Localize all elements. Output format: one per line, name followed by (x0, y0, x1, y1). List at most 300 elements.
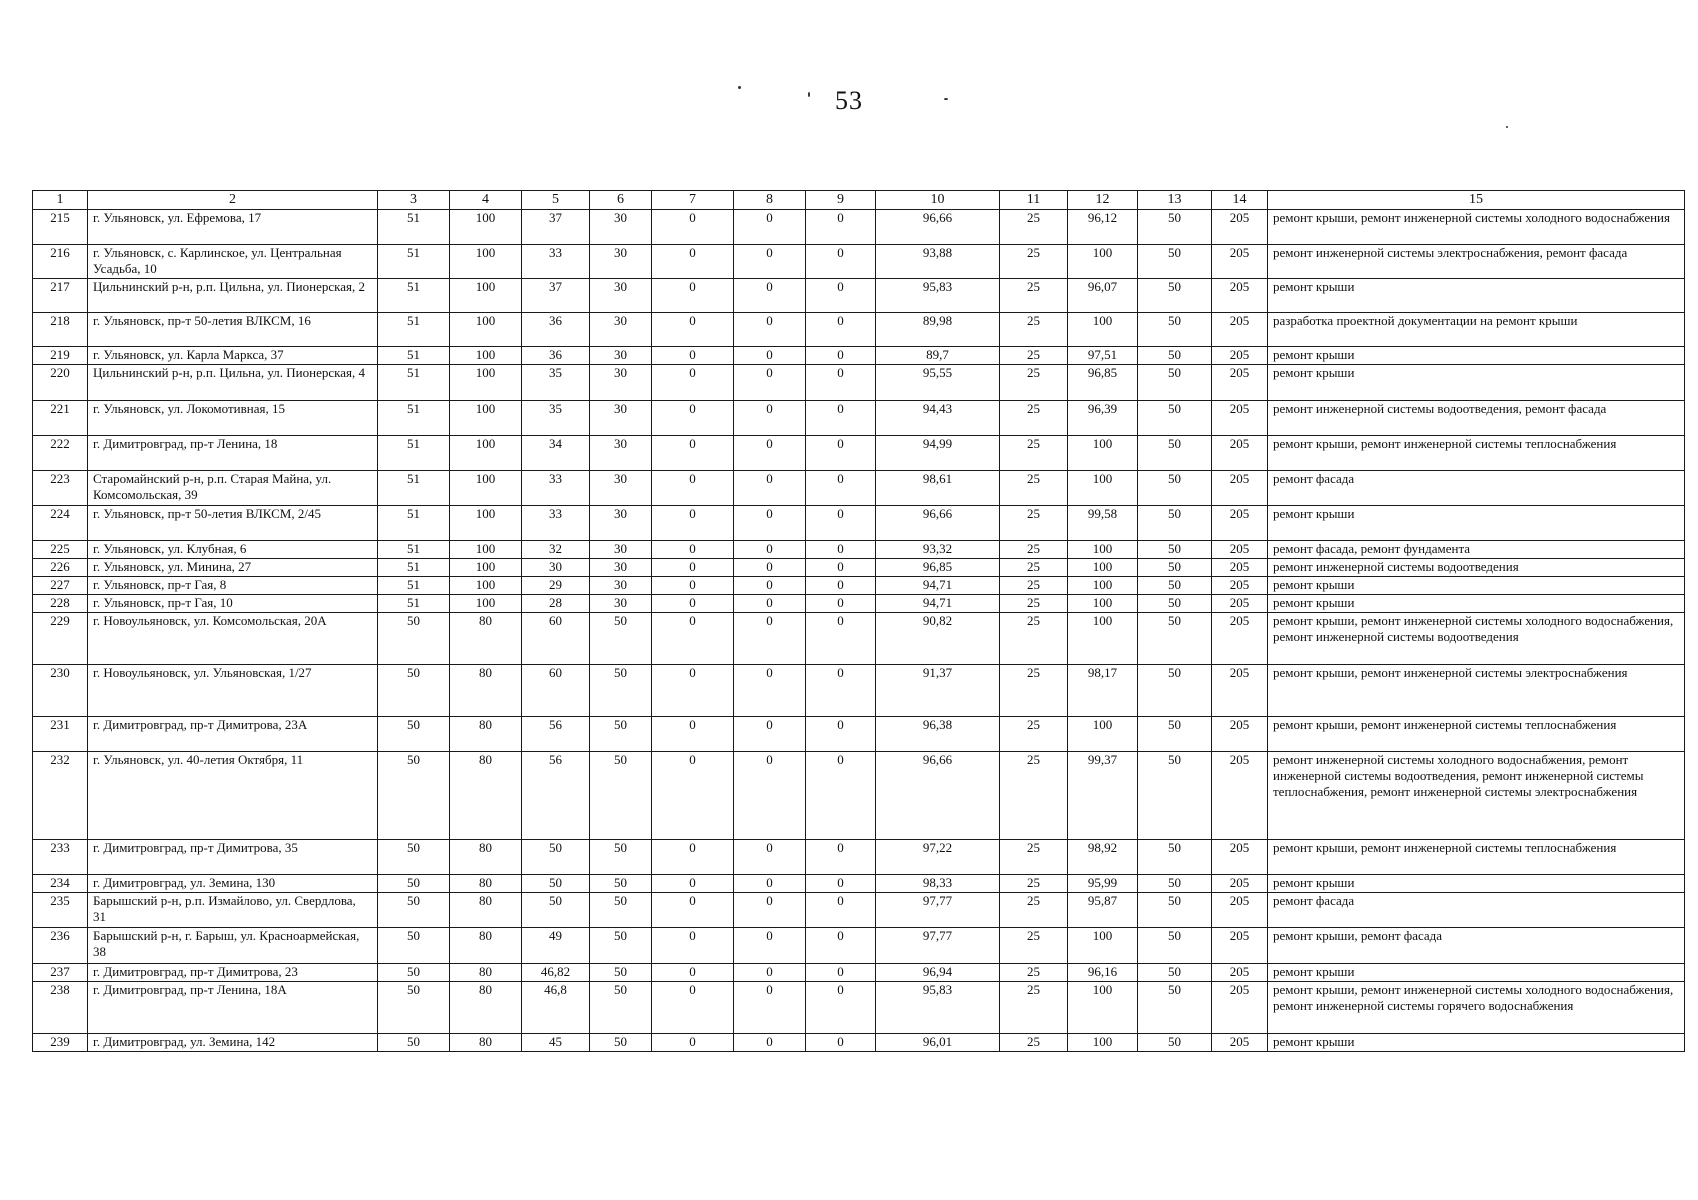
table-cell: 0 (806, 577, 876, 595)
table-cell: 0 (734, 665, 806, 717)
table-cell: 91,37 (876, 665, 1000, 717)
table-cell: 0 (652, 365, 734, 401)
table-cell: 50 (1138, 210, 1212, 245)
table-cell: 50 (1138, 840, 1212, 875)
table-cell: 100 (450, 245, 522, 279)
table-cell: 50 (590, 982, 652, 1034)
table-cell: 0 (734, 436, 806, 471)
address-cell: г. Димитровград, пр-т Димитрова, 35 (88, 840, 378, 875)
row-number-cell: 229 (33, 613, 88, 665)
table-cell: 93,32 (876, 541, 1000, 559)
row-number-cell: 239 (33, 1034, 88, 1052)
table-cell: 30 (590, 347, 652, 365)
address-cell: г. Ульяновск, ул. Карла Маркса, 37 (88, 347, 378, 365)
table-cell: 50 (590, 1034, 652, 1052)
table-cell: 80 (450, 875, 522, 893)
table-cell: 50 (1138, 613, 1212, 665)
table-cell: 80 (450, 613, 522, 665)
table-cell: 80 (450, 665, 522, 717)
table-cell: 50 (378, 840, 450, 875)
table-cell: 0 (652, 559, 734, 577)
table-cell: 0 (652, 436, 734, 471)
row-number-cell: 220 (33, 365, 88, 401)
table-cell: 30 (590, 559, 652, 577)
column-header: 8 (734, 191, 806, 210)
table-row (33, 347, 1685, 365)
work-types-cell: ремонт крыши (1268, 875, 1685, 893)
table-cell: 51 (378, 541, 450, 559)
table-cell: 30 (590, 365, 652, 401)
table-cell: 0 (734, 752, 806, 840)
table-cell: 30 (590, 279, 652, 313)
table-cell: 56 (522, 717, 590, 752)
table-cell: 80 (450, 840, 522, 875)
table-cell: 80 (450, 964, 522, 982)
table-cell: 100 (450, 436, 522, 471)
table-cell: 0 (734, 928, 806, 964)
table-cell: 0 (734, 893, 806, 928)
table-cell: 50 (1138, 541, 1212, 559)
table-cell: 0 (806, 1034, 876, 1052)
table-cell: 99,37 (1068, 752, 1138, 840)
table-cell: 205 (1212, 436, 1268, 471)
address-cell: Цильнинский р-н, р.п. Цильна, ул. Пионерская, 2 (88, 279, 378, 313)
table-cell: 30 (590, 577, 652, 595)
table-cell: 35 (522, 401, 590, 436)
table-cell: 100 (450, 559, 522, 577)
work-types-cell: ремонт крыши, ремонт инженерной системы теплоснабжения (1268, 840, 1685, 875)
table-cell: 0 (652, 471, 734, 506)
table-row (33, 964, 1685, 982)
table-cell: 25 (1000, 245, 1068, 279)
table-cell: 0 (734, 471, 806, 506)
work-types-cell: ремонт крыши (1268, 506, 1685, 541)
table-cell: 50 (590, 613, 652, 665)
table-cell: 0 (652, 347, 734, 365)
row-number-cell: 238 (33, 982, 88, 1034)
work-types-cell: ремонт инженерной системы холодного водоснабжения, ремонт инженерной системы водоотведения, ремонт инженерной системы теплоснабжения, ремонт инженерной системы электроснабжения (1268, 752, 1685, 840)
table-cell: 50 (378, 1034, 450, 1052)
table-cell: 34 (522, 436, 590, 471)
table-cell: 89,98 (876, 313, 1000, 347)
table-row (33, 559, 1685, 577)
table-cell: 0 (652, 279, 734, 313)
table-row (33, 245, 1685, 279)
table-cell: 33 (522, 245, 590, 279)
table-cell: 100 (450, 210, 522, 245)
table-cell: 97,22 (876, 840, 1000, 875)
table-cell: 0 (734, 577, 806, 595)
table-cell: 51 (378, 559, 450, 577)
table-cell: 50 (1138, 982, 1212, 1034)
address-cell: г. Ульяновск, ул. Ефремова, 17 (88, 210, 378, 245)
table-cell: 205 (1212, 752, 1268, 840)
table-cell: 100 (1068, 245, 1138, 279)
table-cell: 50 (1138, 1034, 1212, 1052)
table-cell: 205 (1212, 559, 1268, 577)
row-number-cell: 218 (33, 313, 88, 347)
table-cell: 97,51 (1068, 347, 1138, 365)
work-types-cell: ремонт крыши (1268, 365, 1685, 401)
table-cell: 50 (378, 665, 450, 717)
table-cell: 100 (1068, 1034, 1138, 1052)
table-cell: 0 (806, 559, 876, 577)
table-cell: 100 (1068, 982, 1138, 1034)
table-cell: 100 (1068, 313, 1138, 347)
table-row (33, 313, 1685, 347)
table-cell: 30 (590, 506, 652, 541)
table-cell: 90,82 (876, 613, 1000, 665)
table-cell: 98,17 (1068, 665, 1138, 717)
row-number-cell: 226 (33, 559, 88, 577)
table-cell: 46,8 (522, 982, 590, 1034)
table-cell: 205 (1212, 893, 1268, 928)
table-cell: 25 (1000, 401, 1068, 436)
table-cell: 0 (806, 365, 876, 401)
table-cell: 25 (1000, 613, 1068, 665)
row-number-cell: 217 (33, 279, 88, 313)
table-cell: 50 (590, 875, 652, 893)
work-types-cell: ремонт крыши (1268, 595, 1685, 613)
table-cell: 25 (1000, 717, 1068, 752)
table-cell: 50 (1138, 928, 1212, 964)
column-header: 9 (806, 191, 876, 210)
table-cell: 205 (1212, 401, 1268, 436)
table-cell: 205 (1212, 964, 1268, 982)
table-cell: 50 (590, 665, 652, 717)
address-cell: г. Ульяновск, пр-т 50-летия ВЛКСМ, 16 (88, 313, 378, 347)
table-cell: 100 (1068, 577, 1138, 595)
table-cell: 50 (1138, 717, 1212, 752)
table-cell: 0 (652, 1034, 734, 1052)
table-cell: 25 (1000, 506, 1068, 541)
address-cell: г. Ульяновск, пр-т Гая, 8 (88, 577, 378, 595)
table-cell: 32 (522, 541, 590, 559)
table-cell: 0 (734, 210, 806, 245)
work-types-cell: ремонт крыши (1268, 964, 1685, 982)
work-types-cell: ремонт фасада, ремонт фундамента (1268, 541, 1685, 559)
table-cell: 50 (590, 893, 652, 928)
table-cell: 30 (590, 210, 652, 245)
table-cell: 98,92 (1068, 840, 1138, 875)
table-cell: 50 (378, 928, 450, 964)
table-cell: 99,58 (1068, 506, 1138, 541)
table-cell: 94,43 (876, 401, 1000, 436)
table-cell: 25 (1000, 210, 1068, 245)
table-cell: 30 (590, 436, 652, 471)
table-cell: 205 (1212, 210, 1268, 245)
column-header: 7 (652, 191, 734, 210)
work-types-cell: ремонт фасада (1268, 893, 1685, 928)
table-row (33, 840, 1685, 875)
column-header: 10 (876, 191, 1000, 210)
table-cell: 0 (652, 506, 734, 541)
work-types-cell: ремонт фасада (1268, 471, 1685, 506)
table-cell: 0 (652, 893, 734, 928)
table-cell: 100 (450, 595, 522, 613)
table-cell: 0 (806, 401, 876, 436)
table-cell: 205 (1212, 613, 1268, 665)
table-cell: 0 (806, 875, 876, 893)
table-cell: 50 (378, 893, 450, 928)
table-cell: 0 (734, 1034, 806, 1052)
address-cell: г. Ульяновск, ул. 40-летия Октября, 11 (88, 752, 378, 840)
table-row (33, 665, 1685, 717)
address-cell: г. Ульяновск, с. Карлинское, ул. Центральная Усадьба, 10 (88, 245, 378, 279)
address-cell: г. Ульяновск, ул. Минина, 27 (88, 559, 378, 577)
table-cell: 51 (378, 365, 450, 401)
work-types-cell: ремонт крыши, ремонт инженерной системы электроснабжения (1268, 665, 1685, 717)
table-cell: 0 (806, 506, 876, 541)
table-cell: 0 (806, 279, 876, 313)
table-cell: 25 (1000, 471, 1068, 506)
work-types-cell: ремонт инженерной системы электроснабжения, ремонт фасада (1268, 245, 1685, 279)
table-cell: 30 (590, 401, 652, 436)
column-header: 3 (378, 191, 450, 210)
table-cell: 96,16 (1068, 964, 1138, 982)
table-cell: 96,66 (876, 210, 1000, 245)
table-cell: 50 (1138, 436, 1212, 471)
table-cell: 0 (806, 436, 876, 471)
table-cell: 25 (1000, 559, 1068, 577)
table-cell: 0 (734, 982, 806, 1034)
table-cell: 100 (1068, 928, 1138, 964)
column-header: 2 (88, 191, 378, 210)
table-cell: 25 (1000, 595, 1068, 613)
table-cell: 95,83 (876, 279, 1000, 313)
table-cell: 205 (1212, 665, 1268, 717)
table-cell: 0 (806, 665, 876, 717)
table-cell: 205 (1212, 840, 1268, 875)
row-number-cell: 225 (33, 541, 88, 559)
table-cell: 50 (590, 840, 652, 875)
table-cell: 95,87 (1068, 893, 1138, 928)
address-cell: г. Ульяновск, пр-т 50-летия ВЛКСМ, 2/45 (88, 506, 378, 541)
table-cell: 25 (1000, 665, 1068, 717)
table-cell: 100 (1068, 613, 1138, 665)
row-number-cell: 227 (33, 577, 88, 595)
table-cell: 96,07 (1068, 279, 1138, 313)
table-cell: 97,77 (876, 928, 1000, 964)
table-row (33, 595, 1685, 613)
table-cell: 0 (652, 613, 734, 665)
table-cell: 50 (590, 752, 652, 840)
table-cell: 50 (1138, 279, 1212, 313)
row-number-cell: 223 (33, 471, 88, 506)
scan-speck (1506, 126, 1508, 128)
table-cell: 0 (806, 347, 876, 365)
table-cell: 100 (450, 365, 522, 401)
table-cell: 37 (522, 210, 590, 245)
table-cell: 0 (652, 752, 734, 840)
table-cell: 80 (450, 893, 522, 928)
table-cell: 80 (450, 717, 522, 752)
table-cell: 205 (1212, 875, 1268, 893)
table-cell: 0 (652, 210, 734, 245)
table-cell: 50 (378, 982, 450, 1034)
table-cell: 205 (1212, 541, 1268, 559)
column-header: 6 (590, 191, 652, 210)
row-number-cell: 219 (33, 347, 88, 365)
column-header: 15 (1268, 191, 1685, 210)
table-cell: 205 (1212, 595, 1268, 613)
table-cell: 51 (378, 436, 450, 471)
table-cell: 205 (1212, 347, 1268, 365)
table-cell: 100 (450, 347, 522, 365)
row-number-cell: 234 (33, 875, 88, 893)
table-cell: 0 (806, 893, 876, 928)
table-cell: 100 (1068, 559, 1138, 577)
table-cell: 50 (378, 875, 450, 893)
table-cell: 100 (450, 541, 522, 559)
table-cell: 97,77 (876, 893, 1000, 928)
table-cell: 80 (450, 928, 522, 964)
table-cell: 50 (590, 717, 652, 752)
work-types-cell: ремонт крыши, ремонт инженерной системы теплоснабжения (1268, 717, 1685, 752)
table-cell: 0 (734, 313, 806, 347)
table-cell: 25 (1000, 436, 1068, 471)
table-cell: 0 (734, 875, 806, 893)
table-cell: 33 (522, 506, 590, 541)
table-cell: 28 (522, 595, 590, 613)
table-cell: 50 (378, 613, 450, 665)
table-cell: 51 (378, 313, 450, 347)
table-cell: 29 (522, 577, 590, 595)
address-cell: г. Новоульяновск, ул. Комсомольская, 20А (88, 613, 378, 665)
table-cell: 0 (652, 577, 734, 595)
table-cell: 0 (806, 928, 876, 964)
table-cell: 100 (450, 401, 522, 436)
table-cell: 100 (1068, 541, 1138, 559)
table-cell: 0 (806, 313, 876, 347)
row-number-cell: 228 (33, 595, 88, 613)
table-cell: 50 (1138, 595, 1212, 613)
table-cell: 50 (1138, 401, 1212, 436)
address-cell: Цильнинский р-н, р.п. Цильна, ул. Пионерская, 4 (88, 365, 378, 401)
address-cell: Барышский р-н, г. Барыш, ул. Красноармейская, 38 (88, 928, 378, 964)
table-cell: 50 (378, 717, 450, 752)
table-cell: 0 (652, 665, 734, 717)
table-cell: 50 (1138, 752, 1212, 840)
table-cell: 205 (1212, 245, 1268, 279)
table-cell: 0 (806, 982, 876, 1034)
address-cell: г. Димитровград, ул. Земина, 142 (88, 1034, 378, 1052)
table-row (33, 365, 1685, 401)
address-cell: г. Димитровград, ул. Земина, 130 (88, 875, 378, 893)
row-number-cell: 224 (33, 506, 88, 541)
table-row (33, 506, 1685, 541)
column-header: 4 (450, 191, 522, 210)
table-cell: 25 (1000, 840, 1068, 875)
table-cell: 25 (1000, 541, 1068, 559)
table-cell: 25 (1000, 928, 1068, 964)
table-cell: 50 (1138, 506, 1212, 541)
column-header: 5 (522, 191, 590, 210)
scan-speck (944, 98, 948, 100)
table-cell: 0 (652, 840, 734, 875)
table-cell: 96,66 (876, 752, 1000, 840)
table-cell: 0 (734, 964, 806, 982)
table-cell: 205 (1212, 928, 1268, 964)
table-cell: 205 (1212, 365, 1268, 401)
table-cell: 35 (522, 365, 590, 401)
table-row (33, 541, 1685, 559)
table-cell: 98,33 (876, 875, 1000, 893)
work-types-cell: ремонт инженерной системы водоотведения (1268, 559, 1685, 577)
table-cell: 80 (450, 982, 522, 1034)
table-cell: 0 (734, 717, 806, 752)
table-cell: 25 (1000, 875, 1068, 893)
table-cell: 100 (1068, 471, 1138, 506)
table-cell: 25 (1000, 279, 1068, 313)
table-cell: 95,99 (1068, 875, 1138, 893)
row-number-cell: 215 (33, 210, 88, 245)
table-cell: 100 (450, 506, 522, 541)
table-cell: 205 (1212, 1034, 1268, 1052)
table-cell: 50 (1138, 347, 1212, 365)
table-cell: 94,99 (876, 436, 1000, 471)
table-cell: 95,83 (876, 982, 1000, 1034)
table-cell: 25 (1000, 365, 1068, 401)
table-cell: 96,38 (876, 717, 1000, 752)
table-cell: 51 (378, 506, 450, 541)
table-cell: 50 (522, 893, 590, 928)
table-cell: 96,39 (1068, 401, 1138, 436)
address-cell: г. Ульяновск, ул. Локомотивная, 15 (88, 401, 378, 436)
row-number-cell: 235 (33, 893, 88, 928)
table-cell: 0 (652, 245, 734, 279)
table-cell: 0 (652, 928, 734, 964)
table-cell: 50 (378, 964, 450, 982)
table-cell: 0 (734, 506, 806, 541)
table-row (33, 436, 1685, 471)
table-cell: 0 (734, 541, 806, 559)
table-cell: 0 (806, 210, 876, 245)
repair-registry-table (32, 190, 1685, 1052)
table-cell: 0 (652, 541, 734, 559)
address-cell: г. Новоульяновск, ул. Ульяновская, 1/27 (88, 665, 378, 717)
table-cell: 0 (734, 365, 806, 401)
table-cell: 50 (522, 840, 590, 875)
table-cell: 0 (806, 752, 876, 840)
table-cell: 30 (522, 559, 590, 577)
table-cell: 205 (1212, 313, 1268, 347)
row-number-cell: 231 (33, 717, 88, 752)
scan-speck (738, 86, 741, 89)
row-number-cell: 221 (33, 401, 88, 436)
table-cell: 205 (1212, 506, 1268, 541)
row-number-cell: 230 (33, 665, 88, 717)
table-cell: 25 (1000, 982, 1068, 1034)
address-cell: г. Димитровград, пр-т Ленина, 18 (88, 436, 378, 471)
table-cell: 51 (378, 347, 450, 365)
page-number: 53 (835, 86, 863, 115)
table-cell: 50 (1138, 577, 1212, 595)
table-cell: 50 (1138, 559, 1212, 577)
table-cell: 0 (652, 401, 734, 436)
table-cell: 0 (806, 717, 876, 752)
table-cell: 100 (1068, 436, 1138, 471)
table-cell: 0 (734, 279, 806, 313)
table-cell: 51 (378, 210, 450, 245)
table-cell: 80 (450, 1034, 522, 1052)
table-cell: 0 (652, 595, 734, 613)
table-cell: 30 (590, 541, 652, 559)
work-types-cell: ремонт крыши (1268, 1034, 1685, 1052)
table-cell: 51 (378, 595, 450, 613)
table-cell: 36 (522, 347, 590, 365)
table-cell: 60 (522, 613, 590, 665)
